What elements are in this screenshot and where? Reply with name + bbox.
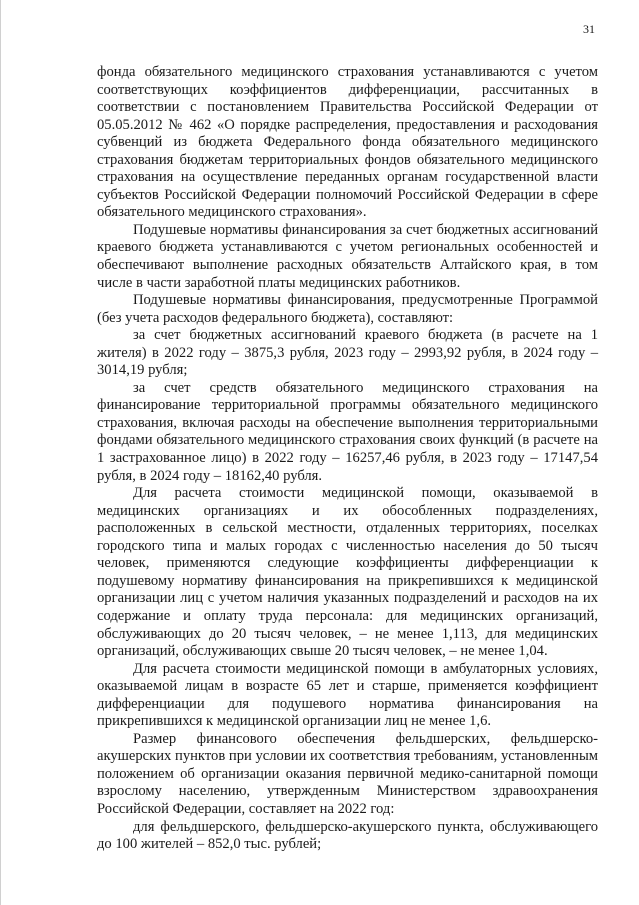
paragraph-1: фонда обязательного медицинского страхования устанавливаются с учетом соответствующих коэффициентов дифференциации, рассчитанных в соответствии с постановлением Правительства Российской Федерации от 05.05.2012 № 462 «О порядке распределения, предоставления и расходования субвенций из бюджета Федерального фонда обязательного медицинского страхования бюджетам территориальных фондов обязательного медицинского страхования на осуществление переданных органам государственной власти субъектов Российской Федерации полномочий Российской Федерации в сфере обязательного медицинского страхования». bbox=[97, 64, 598, 221]
paragraph-7: Для расчета стоимости медицинской помощи в амбулаторных условиях, оказываемой лицам в возрасте 65 лет и старше, применяется коэффициент дифференциации для подушевого норматива финансирования на прикрепившихся к медицинской организации лиц не менее 1,6. bbox=[97, 660, 598, 730]
paragraph-2: Подушевые нормативы финансирования за счет бюджетных ассигнований краевого бюджета устанавливаются с учетом региональных особенностей и обеспечивают выполнение расходных обязательств Алтайского края, в том числе в части заработной платы медицинских работников. bbox=[97, 221, 598, 291]
document-body bbox=[97, 64, 598, 854]
paragraph-9: для фельдшерского, фельдшерско-акушерского пункта, обслуживающего до 100 жителей – 852,0 тыс. рублей; bbox=[97, 818, 598, 853]
page-number: 31 bbox=[583, 22, 595, 36]
paragraph-4: за счет бюджетных ассигнований краевого бюджета (в расчете на 1 жителя) в 2022 году – 3875,3 рубля, 2023 году – 2993,92 рубля, в 2024 году – 3014,19 рубля; bbox=[97, 327, 598, 379]
paragraph-8: Размер финансового обеспечения фельдшерских, фельдшерско-акушерских пунктов при условии их соответствия требованиям, установленным положением об организации оказания первичной медико-санитарной помощи взрослому населению, утвержденным Министерством здравоохранения Российской Федерации, составляет на 2022 год: bbox=[97, 730, 598, 817]
paragraph-3: Подушевые нормативы финансирования, предусмотренные Программой (без учета расходов федерального бюджета), составляют: bbox=[97, 292, 598, 326]
paragraph-6: Для расчета стоимости медицинской помощи, оказываемой в медицинских организациях и их обособленных подразделениях, расположенных в сельской местности, отдаленных территориях, поселках городского типа и малых городах с численностью населения до 50 тысяч человек, применяются следующие коэффициенты дифференциации к подушевому нормативу финансирования на прикрепившихся к медицинской организации лиц с учетом наличия указанных подразделений и расходов на их содержание и оплату труда персонала: для медицинских организаций, обслуживающих до 20 тысяч человек, – не менее 1,113, для медицинских организаций, обслуживающих свыше 20 тысяч человек, – не менее 1,04. bbox=[97, 485, 598, 660]
paragraph-5: за счет средств обязательного медицинского страхования на финансирование территориальной программы обязательного медицинского страхования, включая расходы на обеспечение выполнения территориальными фондами обязательного медицинского страхования своих функций (в расчете на 1 застрахованное лицо) в 2022 году – 16257,46 рубля, в 2023 году – 17147,54 рубля, в 2024 году – 18162,40 рубля. bbox=[97, 379, 598, 484]
